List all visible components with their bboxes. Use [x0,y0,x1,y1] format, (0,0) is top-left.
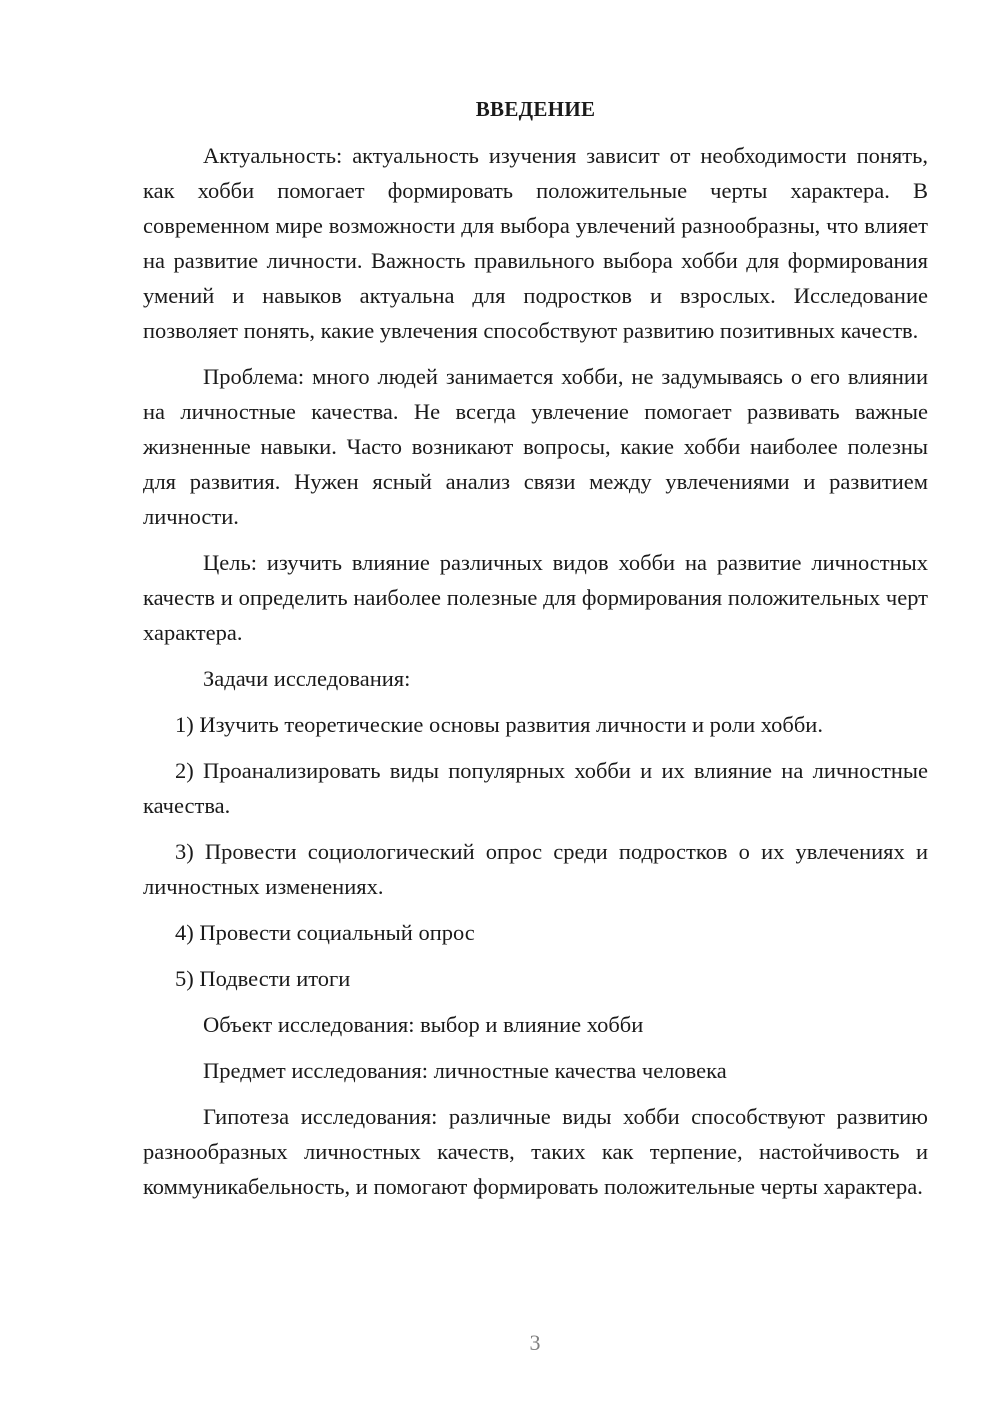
paragraph-hypothesis: Гипотеза исследования: различные виды хобби способствуют развитию разнообразных личностных качеств, таких как терпение, настойчивость и коммуникабельность, и помогают формировать положительные черты характера. [143,1104,928,1199]
task-item-2: 2) Проанализировать виды популярных хобби и их влияние на личностные качества. [143,758,928,818]
paragraph-relevance: Актуальность: актуальность изучения зависит от необходимости понять, как хобби помогает формировать положительные черты характера. В современном мире возможности для выбора увлечений разнообразны, что влияет на развитие личности. Важность правильного выбора хобби для формирования умений и навыков актуальна для подростков и взрослых. Исследование позволяет понять, какие увлечения способствуют развитию позитивных качеств. [143,143,928,343]
section-title: ВВЕДЕНИЕ [475,97,596,121]
paragraph-subject: Предмет исследования: личностные качества человека [203,1058,727,1083]
page-content [143,92,928,1215]
paragraph-tasks-heading: Задачи исследования: [203,666,411,691]
paragraph-object: Объект исследования: выбор и влияние хобби [203,1012,644,1037]
page-number: 3 [529,1330,541,1355]
paragraph-goal: Цель: изучить влияние различных видов хобби на развитие личностных качеств и определить наиболее полезные для формирования положительных черт характера. [143,550,928,645]
task-item-4: 4) Провести социальный опрос [175,920,475,945]
task-item-5: 5) Подвести итоги [175,966,351,991]
paragraph-problem: Проблема: много людей занимается хобби, не задумываясь о его влиянии на личностные качества. Не всегда увлечение помогает развивать важные жизненные навыки. Часто возникают вопросы, какие хобби наиболее полезны для развития. Нужен ясный анализ связи между увлечениями и развитием личности. [143,364,928,529]
task-item-1: 1) Изучить теоретические основы развития личности и роли хобби. [175,712,823,737]
task-item-3: 3) Провести социологический опрос среди подростков о их увлечениях и личностных изменениях. [143,839,928,899]
